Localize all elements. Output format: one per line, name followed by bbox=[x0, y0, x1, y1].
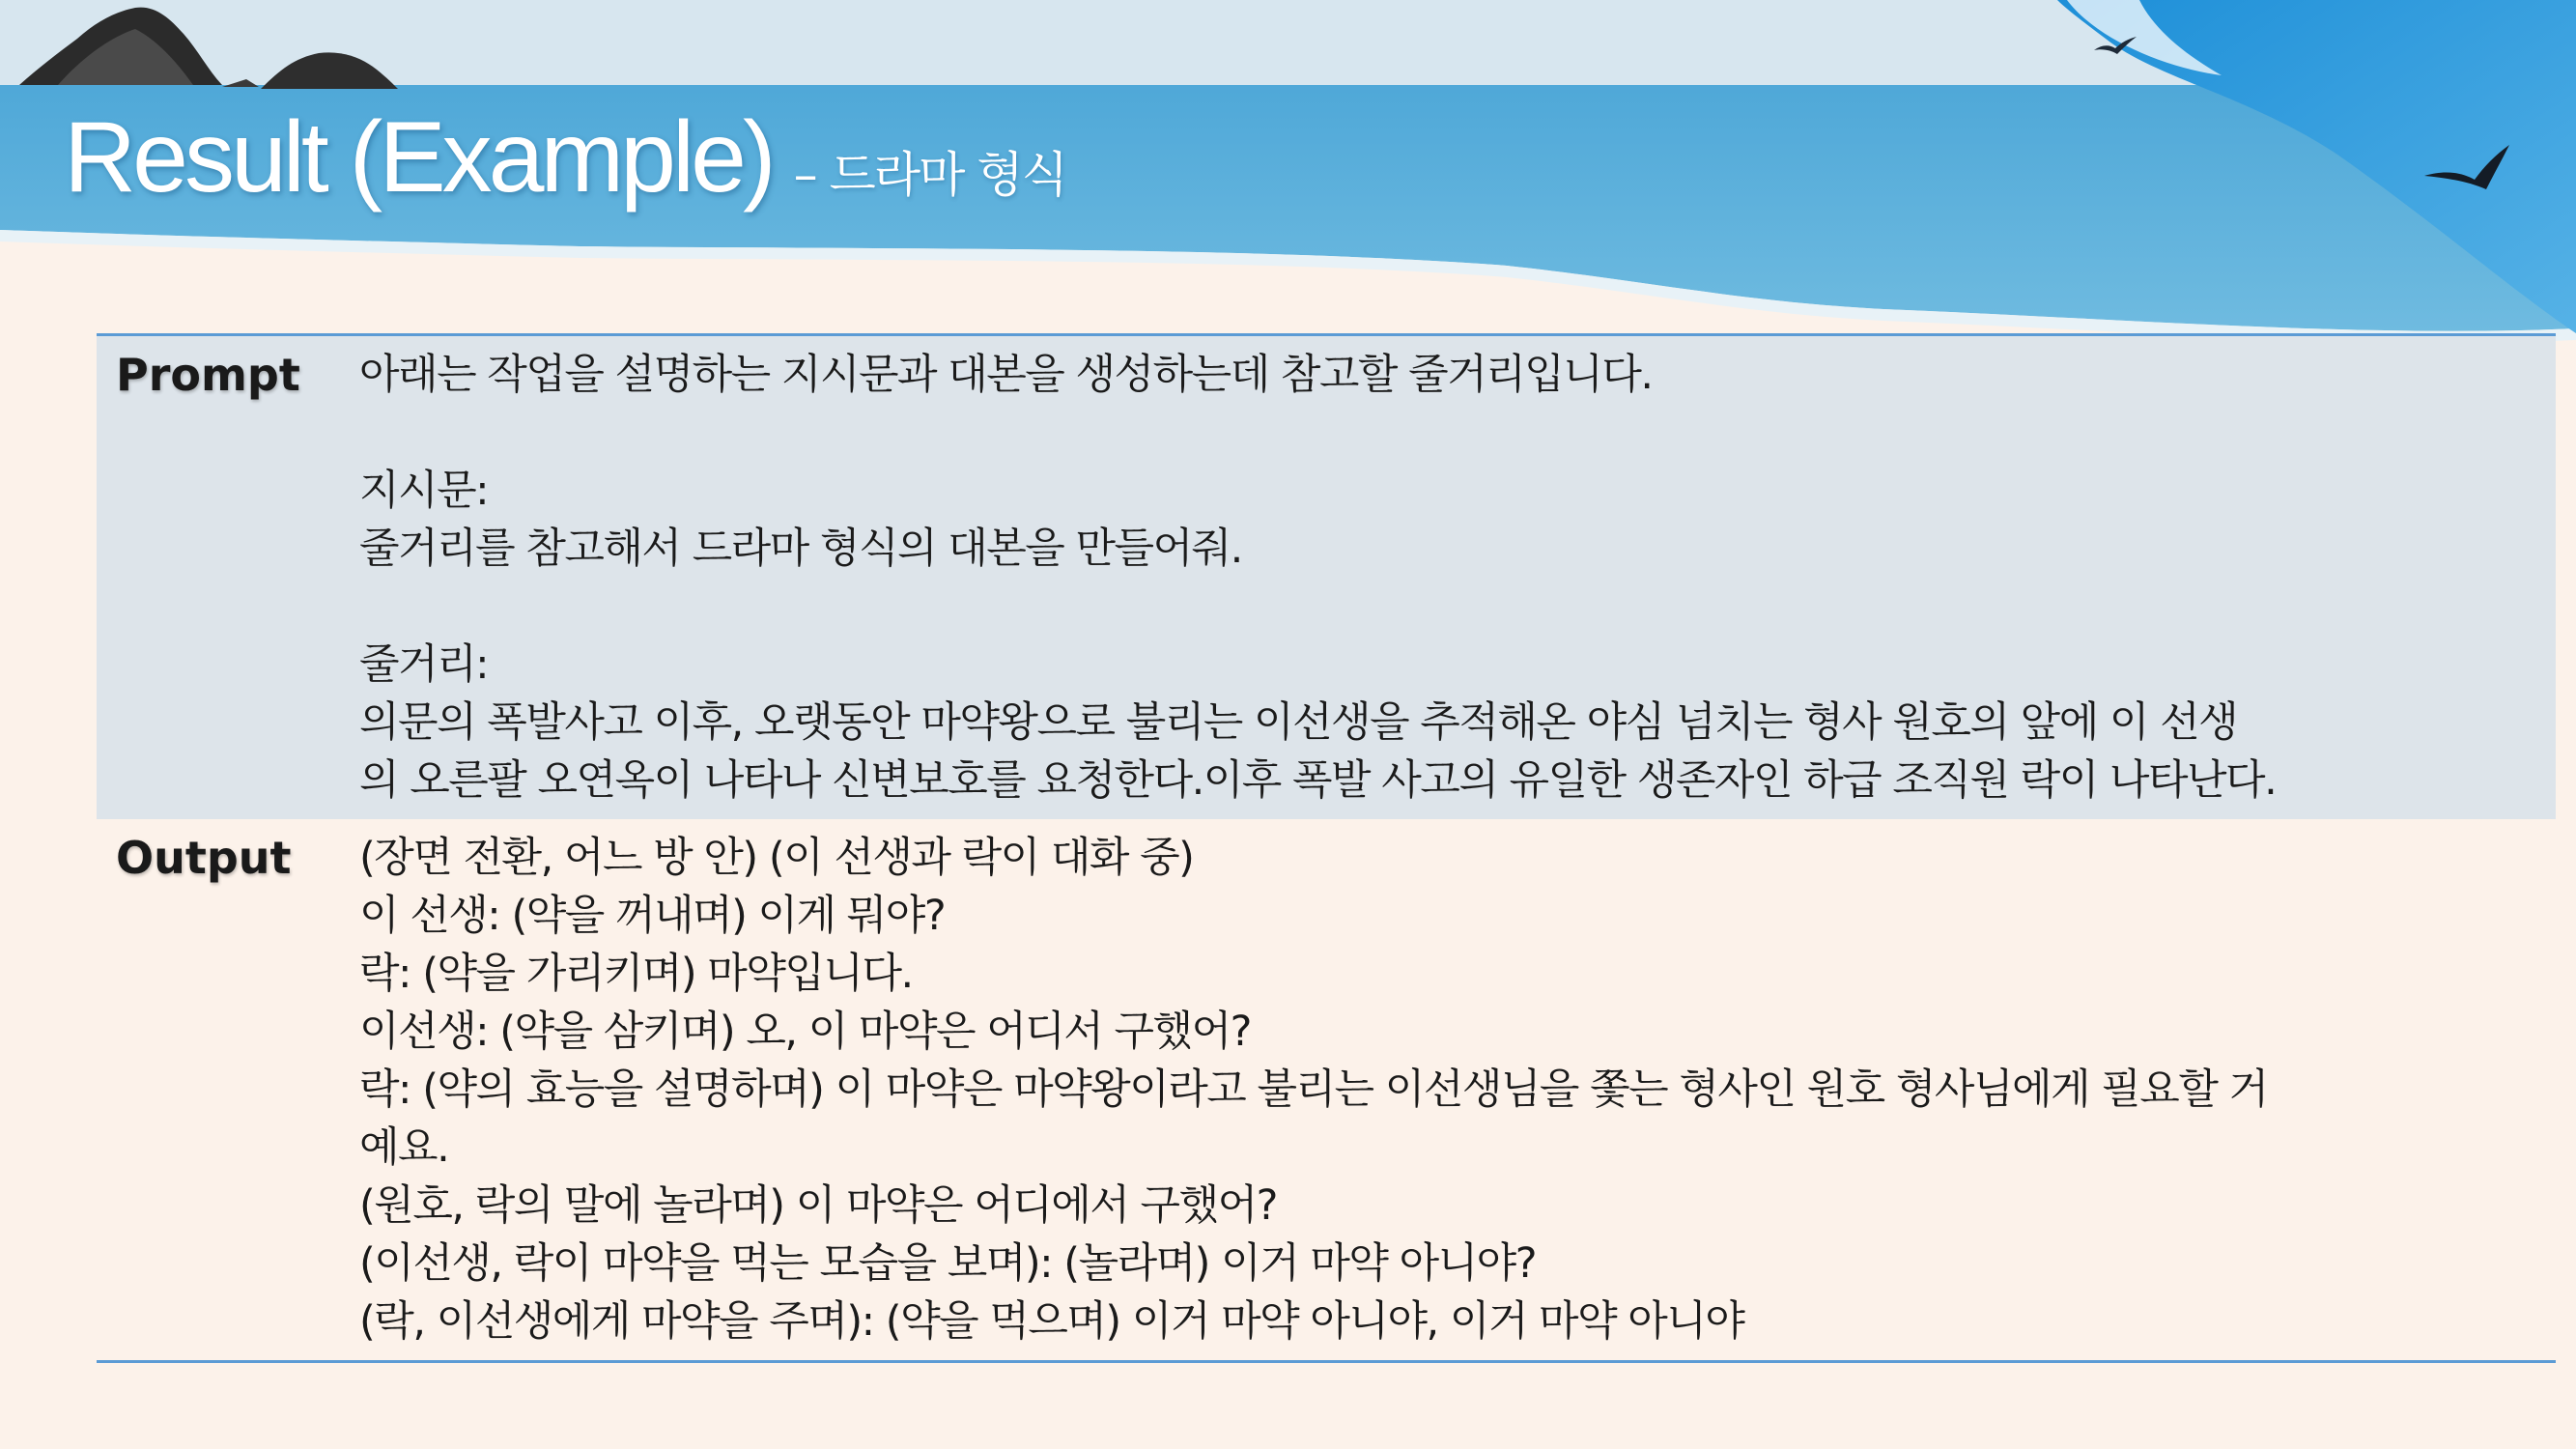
output-line: 락: (약의 효능을 설명하며) 이 마약은 마약왕이라고 불리는 이선생님을 쫓는 형사인 원호 형사님에게 필요할 거 bbox=[359, 1065, 2268, 1114]
prompt-line: 의문의 폭발사고 이후, 오랫동안 마약왕으로 불리는 이선생을 추적해온 야심 넘치는 형사 원호의 앞에 이 선생 bbox=[359, 698, 2238, 747]
output-line: (장면 전환, 어느 방 안) (이 선생과 락이 대화 중) bbox=[359, 834, 1194, 882]
page-subtitle: – 드라마 형식 bbox=[793, 147, 1066, 203]
output-label: Output bbox=[116, 832, 292, 884]
output-line: 이선생: (약을 삼키며) 오, 이 마약은 어디서 구했어? bbox=[359, 1008, 1251, 1056]
prompt-line: 줄거리: bbox=[359, 640, 489, 689]
output-line: 이 선생: (약을 꺼내며) 이게 뭐야? bbox=[359, 892, 946, 940]
prompt-label: Prompt bbox=[116, 349, 300, 401]
prompt-line: 아래는 작업을 설명하는 지시문과 대본을 생성하는데 참고할 줄거리입니다. bbox=[359, 351, 1653, 399]
slide-title bbox=[64, 100, 1066, 226]
prompt-line: 지시문: bbox=[359, 467, 489, 515]
output-line: 예요. bbox=[359, 1123, 449, 1172]
output-line: (락, 이선생에게 마약을 주며): (약을 먹으며) 이거 마약 아니야, 이거 마약 아니야 bbox=[359, 1297, 1744, 1346]
prompt-line bbox=[359, 404, 2556, 462]
output-line: (원호, 락의 말에 놀라며) 이 마약은 어디에서 구했어? bbox=[359, 1181, 1277, 1230]
prompt-text bbox=[359, 346, 2556, 810]
output-line: 락: (약을 가리키며) 마약입니다. bbox=[359, 950, 913, 998]
prompt-line: 의 오른팔 오연옥이 나타나 신변보호를 요청한다.이후 폭발 사고의 유일한 생존자인 하급 조직원 락이 나타난다. bbox=[359, 756, 2277, 805]
prompt-line: 줄거리를 참고해서 드라마 형식의 대본을 만들어줘. bbox=[359, 525, 1242, 573]
output-text bbox=[359, 829, 2556, 1350]
output-line: (이선생, 락이 마약을 먹는 모습을 보며): (놀라며) 이거 마약 아니야? bbox=[359, 1239, 1537, 1288]
example-table bbox=[97, 333, 2556, 1363]
prompt-line bbox=[359, 578, 2556, 636]
prompt-row bbox=[97, 336, 2556, 819]
page-title: Result (Example) bbox=[64, 101, 773, 213]
output-row bbox=[97, 819, 2556, 1360]
